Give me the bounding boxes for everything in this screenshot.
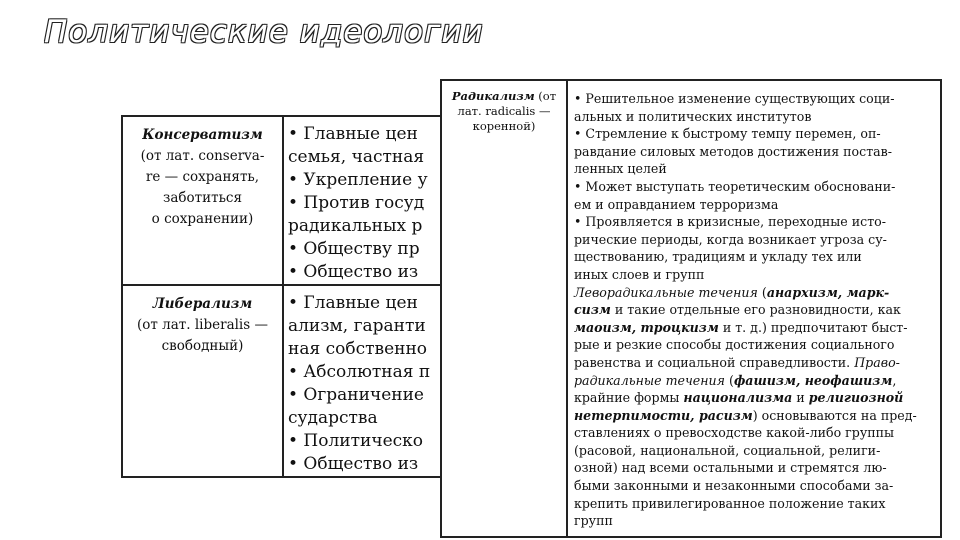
origin-line: заботиться bbox=[162, 190, 243, 206]
back-ideology-table bbox=[121, 115, 440, 478]
text-run: ) основываются на пред- bbox=[752, 407, 917, 423]
term-line bbox=[442, 89, 566, 104]
para-line bbox=[574, 407, 940, 425]
origin-line: (от лат. conserva- bbox=[140, 148, 265, 164]
table-row-liberalism bbox=[123, 286, 440, 476]
text-run: и т. д.) предпочитают быст- bbox=[718, 319, 908, 335]
content-line: • Абсолютная п bbox=[288, 362, 431, 382]
origin-line: коренной) bbox=[472, 119, 536, 133]
example-terms: фашизм, неофашизм bbox=[733, 372, 893, 388]
left-radical-term: Леворадикальные течения bbox=[574, 284, 758, 300]
bullet-line: альных и политических институтов bbox=[574, 108, 812, 124]
bullet-line: рические периоды, когда возникает угроза су- bbox=[574, 231, 887, 247]
bullet-line: равдание силовых методов достижения постав- bbox=[574, 143, 893, 159]
content-line: • Общество из bbox=[288, 262, 419, 282]
text-run: крайние формы bbox=[574, 390, 684, 406]
example-terms: религиозной bbox=[808, 390, 904, 406]
bullet-line: ем и оправданием терроризма bbox=[574, 196, 779, 212]
content-line: радикальных р bbox=[288, 216, 423, 236]
para-line: крепить привилегированное положение таких bbox=[574, 495, 886, 511]
example-terms: сизм bbox=[574, 302, 611, 318]
origin-line: re — сохранять, bbox=[145, 169, 260, 185]
content-line: • Главные цен bbox=[288, 124, 418, 144]
content-line: • Общество из bbox=[288, 454, 419, 474]
bullet-line: ленных целей bbox=[574, 161, 667, 177]
radicalism-table bbox=[440, 79, 942, 538]
bullet-line: • Стремление к быстрому темпу перемен, оп- bbox=[574, 126, 881, 142]
content-cell-conservatism bbox=[288, 123, 440, 284]
content-cell-liberalism bbox=[288, 292, 440, 476]
para-line bbox=[574, 284, 940, 302]
content-line: ная собственно bbox=[288, 339, 428, 359]
term-cell-conservatism bbox=[123, 117, 284, 284]
bullet-line: • Может выступать теоретическим обосновани- bbox=[574, 178, 896, 194]
slide-title: Политические идеологии bbox=[44, 14, 484, 50]
content-line: • Политическо bbox=[288, 431, 424, 451]
para-line: групп bbox=[574, 513, 613, 529]
term-radicalism: Радикализм bbox=[451, 89, 535, 103]
para-line bbox=[574, 389, 940, 407]
para-line bbox=[574, 319, 940, 337]
origin-line: о сохранении) bbox=[151, 211, 254, 227]
example-terms: нетерпимости, расизм bbox=[574, 407, 753, 423]
content-line: семья, частная bbox=[288, 147, 425, 167]
content-line: • Ограничение bbox=[288, 385, 424, 405]
para-line bbox=[574, 372, 940, 390]
origin-line: (от лат. liberalis — bbox=[137, 317, 268, 333]
example-terms: анархизм, марк- bbox=[766, 284, 890, 300]
content-line: сударства bbox=[288, 408, 378, 428]
content-line: • Укрепление у bbox=[288, 170, 428, 190]
term-conservatism: Консерватизм bbox=[142, 127, 263, 143]
origin-line: свободный) bbox=[161, 338, 244, 354]
para-line: рые и резкие способы достижения социального bbox=[574, 337, 895, 353]
bullet-line: иных слоев и групп bbox=[574, 266, 705, 282]
bullet-line: • Решительное изменение существующих соци- bbox=[574, 91, 895, 106]
para-line bbox=[574, 354, 940, 372]
text-run: равенства и социальной справедливости. bbox=[574, 354, 855, 370]
content-cell-radicalism bbox=[574, 90, 940, 530]
bullet-line: ществованию, традициям и укладу тех или bbox=[574, 249, 862, 265]
content-line: • Главные цен bbox=[288, 293, 418, 313]
example-terms: национализма bbox=[683, 390, 793, 406]
term-liberalism: Либерализм bbox=[152, 296, 253, 312]
origin-line: лат. radicalis — bbox=[457, 104, 551, 118]
text-run: ( bbox=[725, 372, 734, 388]
para-line: озной) над всеми остальными и стремятся лю- bbox=[574, 460, 887, 476]
table-row-conservatism bbox=[123, 117, 440, 286]
para-line: быми законными и незаконными способами за- bbox=[574, 478, 894, 494]
term-cell-radicalism bbox=[442, 81, 568, 536]
bullet-line: • Проявляется в кризисные, переходные исто- bbox=[574, 214, 886, 230]
right-radical-term: радикальные течения bbox=[574, 372, 726, 388]
term-cell-liberalism bbox=[123, 286, 284, 476]
right-radical-term: Право- bbox=[854, 354, 900, 370]
text-run: и bbox=[792, 390, 809, 406]
example-terms: маоизм, троцкизм bbox=[574, 319, 719, 335]
content-line: ализм, гаранти bbox=[288, 316, 426, 336]
para-line: (расовой, национальной, социальной, религи- bbox=[574, 442, 881, 458]
para-line bbox=[574, 301, 940, 319]
text-run: ( bbox=[757, 284, 767, 300]
text-run: , bbox=[892, 372, 897, 388]
para-line: ставлениях о превосходстве какой-либо группы bbox=[574, 425, 895, 441]
origin-text: (от bbox=[534, 89, 557, 103]
content-line: • Обществу пр bbox=[288, 239, 420, 259]
text-run: и такие отдельные его разновидности, как bbox=[610, 302, 901, 318]
content-line: • Против госуд bbox=[288, 193, 425, 213]
